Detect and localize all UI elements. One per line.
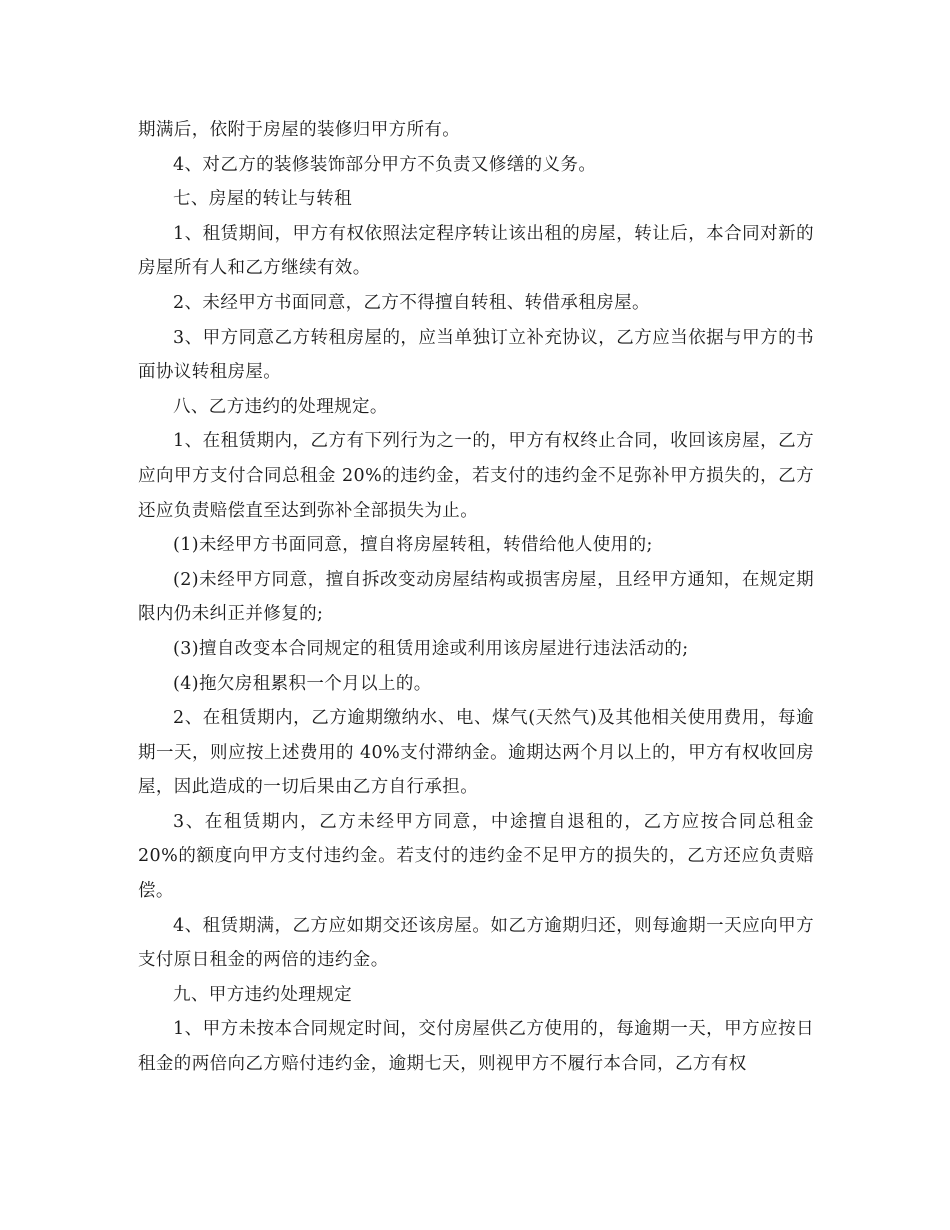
paragraph: 4、租赁期满，乙方应如期交还该房屋。如乙方逾期归还，则每逾期一天应向甲方支付原日租金的两倍的违约金。 bbox=[138, 915, 814, 971]
paragraph: 4、对乙方的装修装饰部分甲方不负责又修缮的义务。 bbox=[173, 154, 597, 175]
list-item: (2)未经甲方同意，擅自拆改变动房屋结构或损害房屋，且经甲方通知，在规定期限内仍未纠正并修复的; bbox=[138, 569, 814, 625]
list-item: (3)擅自改变本合同规定的租赁用途或利用该房屋进行违法活动的; bbox=[173, 638, 689, 659]
section-heading: 七、房屋的转让与转租 bbox=[173, 189, 352, 210]
section-heading: 八、乙方违约的处理规定。 bbox=[173, 396, 388, 417]
paragraph: 1、在租赁期内，乙方有下列行为之一的，甲方有权终止合同，收回该房屋，乙方应向甲方支付合同总租金 20%的违约金，若支付的违约金不足弥补甲方损失的，乙方还应负责赔偿直至达到弥补全部损失为止。 bbox=[138, 431, 814, 521]
paragraph: 期满后，依附于房屋的装修归甲方所有。 bbox=[138, 120, 461, 140]
paragraph: 2、在租赁期内，乙方逾期缴纳水、电、煤气(天然气)及其他相关使用费用，每逾期一天，则应按上述费用的 40%支付滞纳金。逾期达两个月以上的，甲方有权收回房屋，因此造成的一切后果由乙方自行承担。 bbox=[138, 708, 814, 798]
paragraph: 1、租赁期间，甲方有权依照法定程序转让该出租的房屋，转让后，本合同对新的房屋所有人和乙方继续有效。 bbox=[138, 223, 814, 279]
document-body bbox=[138, 113, 814, 1082]
list-item: (1)未经甲方书面同意，擅自将房屋转租，转借给他人使用的; bbox=[173, 535, 653, 556]
paragraph: 3、甲方同意乙方转租房屋的，应当单独订立补充协议，乙方应当依据与甲方的书面协议转租房屋。 bbox=[138, 327, 814, 383]
section-heading: 九、甲方违约处理规定 bbox=[173, 984, 352, 1005]
list-item: (4)拖欠房租累积一个月以上的。 bbox=[173, 673, 432, 694]
paragraph: 1、甲方未按本合同规定时间，交付房屋供乙方使用的，每逾期一天，甲方应按日租金的两倍向乙方赔付违约金，逾期七天，则视甲方不履行本合同，乙方有权 bbox=[138, 1019, 814, 1075]
paragraph: 3、在租赁期内，乙方未经甲方同意，中途擅自退租的，乙方应按合同总租金 20%的额度向甲方支付违约金。若支付的违约金不足甲方的损失的，乙方还应负责赔偿。 bbox=[138, 811, 814, 902]
paragraph: 2、未经甲方书面同意，乙方不得擅自转租、转借承租房屋。 bbox=[173, 292, 650, 313]
